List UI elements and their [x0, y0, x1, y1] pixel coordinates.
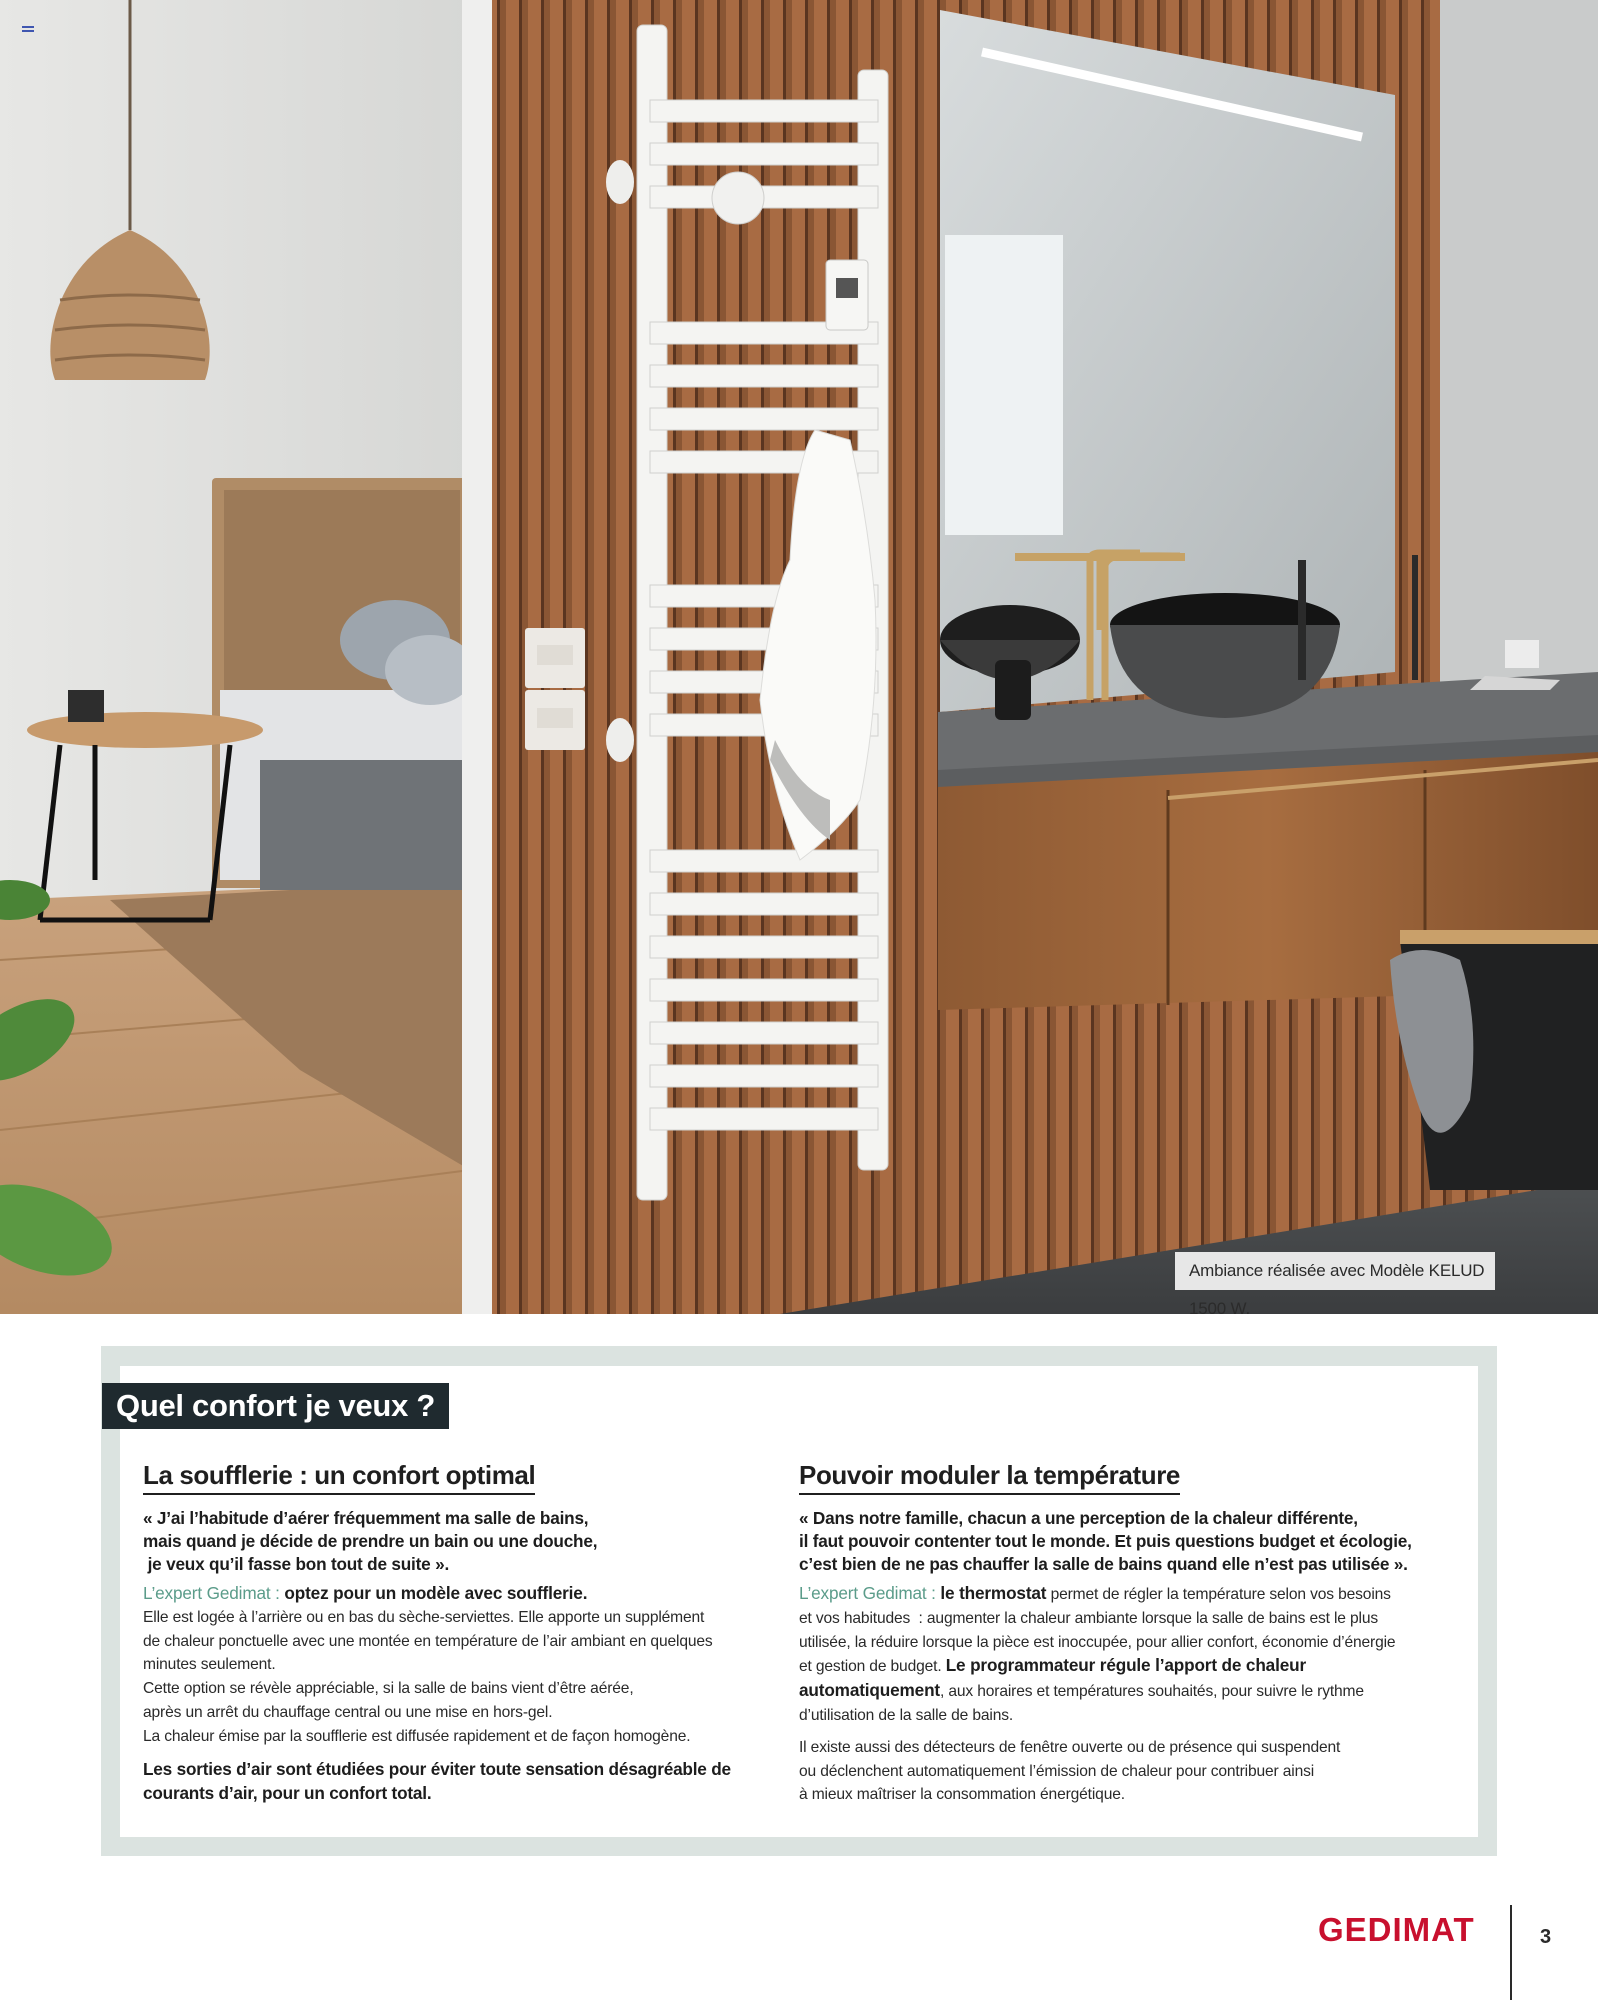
expert-label: L’expert Gedimat :: [143, 1583, 280, 1603]
detector-line: à mieux maîtriser la consommation énergétique.: [799, 1786, 1125, 1804]
detector-line: ou déclenchent automatiquement l’émission de chaleur pour contribuer ainsi: [799, 1762, 1315, 1780]
thermostat-text: permet de régler la température selon vos besoins: [1046, 1586, 1391, 1603]
thermostat-label: le thermostat: [935, 1583, 1047, 1603]
gedimat-logo: [1318, 1908, 1486, 1952]
photo-caption: Ambiance réalisée avec Modèle KELUD 1500 W.: [1175, 1252, 1495, 1290]
footer-divider: [1510, 1905, 1512, 2000]
programmer-text: , aux horaires et températures souhaités, pour suivre le rythme: [940, 1683, 1364, 1701]
body-line: minutes seulement.: [143, 1656, 276, 1674]
body-line: et vos habitudes : augmenter la chaleur ambiante lorsque la salle de bains est le plus: [799, 1609, 1379, 1627]
body-line: d’utilisation de la salle de bains.: [799, 1706, 1014, 1724]
soufflerie-closing: [143, 1757, 758, 1805]
page-corner-mark: [22, 26, 34, 34]
body-line: Cette option se révèle appréciable, si la salle de bains vient d’être aérée,: [143, 1680, 634, 1698]
column-temperature: [799, 1460, 1439, 1807]
temperature-body: [799, 1582, 1439, 1807]
budget-text: et gestion de budget.: [799, 1658, 946, 1676]
quote-line: mais quand je décide de prendre un bain ou une douche,: [143, 1531, 598, 1551]
body-line: de chaleur ponctuelle avec une montée en température de l’air ambiant en quelques: [143, 1632, 713, 1650]
page-number: 3: [1540, 1926, 1552, 1948]
expert-advice: optez pour un modèle avec soufflerie.: [279, 1583, 588, 1603]
temperature-heading: Pouvoir moduler la température: [799, 1460, 1180, 1495]
detector-line: Il existe aussi des détecteurs de fenêtre ouverte ou de présence qui suspendent: [799, 1738, 1341, 1756]
quote-line: il faut pouvoir contenter tout le monde. Et puis questions budget et écologie,: [799, 1531, 1412, 1551]
closing-line: Les sorties d’air sont étudiées pour éviter toute sensation désagréable de: [143, 1758, 731, 1779]
body-line: utilisée, la réduire lorsque la pièce est inoccupée, pour allier confort, économie d’énergie: [799, 1633, 1396, 1651]
column-soufflerie: [143, 1460, 758, 1805]
info-box-title: Quel confort je veux ?: [102, 1383, 449, 1429]
body-line: Elle est logée à l’arrière ou en bas du sèche-serviettes. Elle apporte un supplément: [143, 1608, 705, 1626]
quote-line: c’est bien de ne pas chauffer la salle de bains quand elle n’est pas utilisée ».: [799, 1554, 1408, 1574]
gedimat-logo-text: GEDIMAT: [1318, 1911, 1475, 1948]
soufflerie-body: [143, 1582, 758, 1749]
programmer-label-2: automatiquement: [799, 1680, 940, 1701]
closing-line: courants d’air, pour un confort total.: [143, 1782, 432, 1803]
quote-line: « J’ai l’habitude d’aérer fréquemment ma salle de bains,: [143, 1508, 589, 1528]
expert-label: L’expert Gedimat :: [799, 1583, 936, 1603]
quote-line: « Dans notre famille, chacun a une perception de la chaleur différente,: [799, 1508, 1358, 1528]
body-line: après un arrêt du chauffage central ou une mise en hors-gel.: [143, 1703, 553, 1721]
body-line: La chaleur émise par la soufflerie est diffusée rapidement et de façon homogène.: [143, 1727, 691, 1745]
temperature-quote: [799, 1507, 1439, 1576]
programmer-label: Le programmateur régule l’apport de chaleur: [945, 1655, 1307, 1676]
soufflerie-heading: La soufflerie : un confort optimal: [143, 1460, 535, 1495]
soufflerie-quote: [143, 1507, 758, 1576]
quote-line: je veux qu’il fasse bon tout de suite ».: [143, 1554, 450, 1574]
